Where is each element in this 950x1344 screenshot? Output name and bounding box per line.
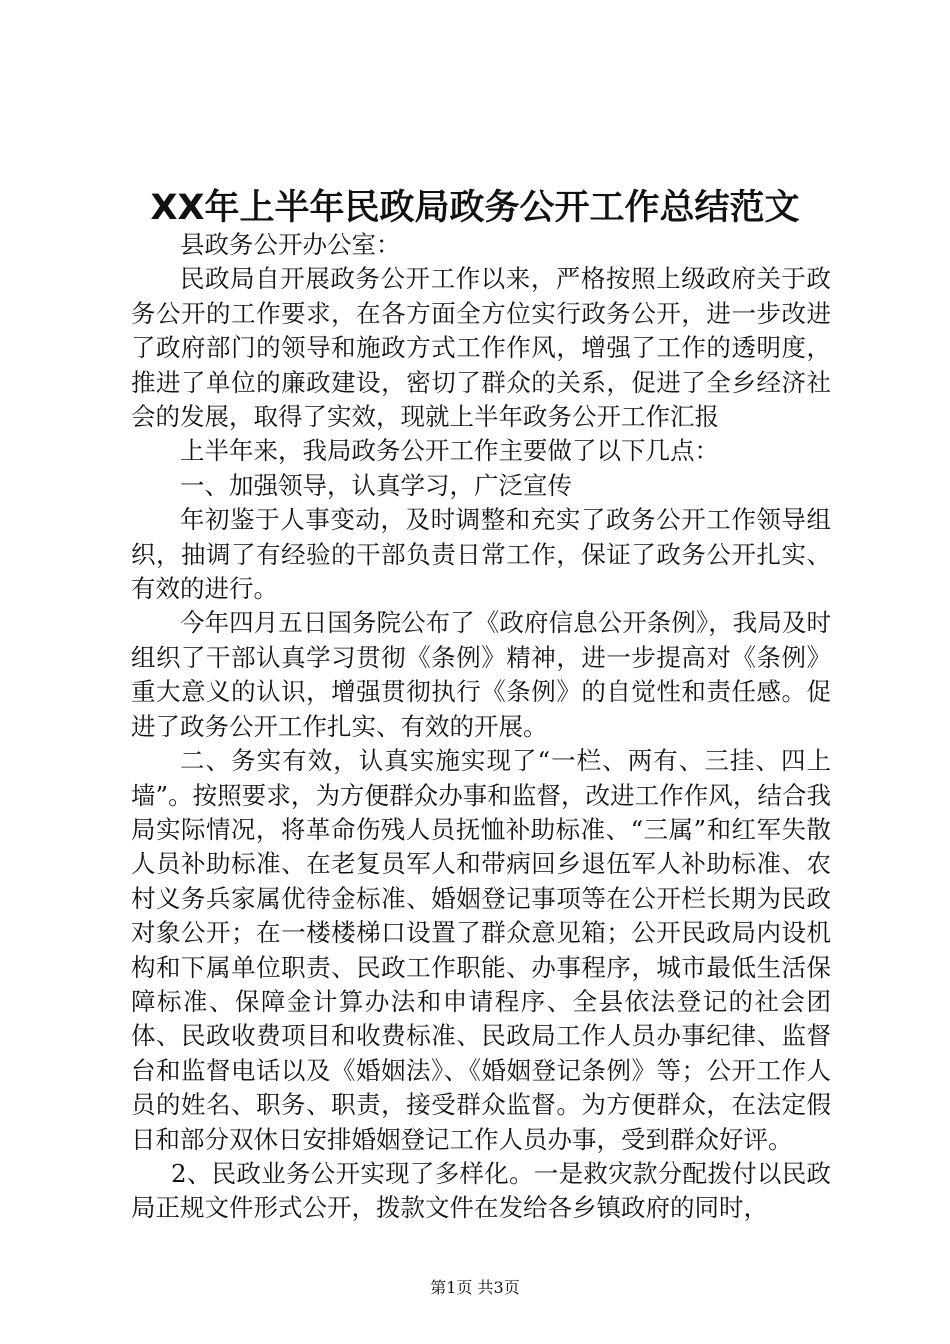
paragraph: 上半年来，我局政务公开工作主要做了以下几点： bbox=[180, 436, 719, 466]
page-footer: 第1页 共3页 bbox=[430, 1278, 520, 1297]
section-heading: 一、加强领导，认真学习，广泛宣传 bbox=[180, 470, 572, 500]
paragraph: 民政局自开展政务公开工作以来，严格按照上级政府关于政务公开的工作要求，在各方面全方位实行政务公开，进一步改进了政府部门的领导和施政方式工作作风，增强了工作的透明度，推进了单位的廉政建设，密切了群众的关系，促进了全乡经济社会的发展，取得了实效，现就上半年政务公开工作汇报 bbox=[131, 264, 831, 432]
document-body bbox=[131, 228, 831, 1226]
document-title: XX年上半年民政局政务公开工作总结范文 bbox=[150, 188, 800, 228]
paragraph: 2、民政业务公开实现了多样化。一是救灾款分配拨付以民政局正规文件形式公开，拨款文件在发给各乡镇政府的同时， bbox=[131, 1158, 831, 1223]
paragraph: 年初鉴于人事变动，及时调整和充实了政务公开工作领导组织，抽调了有经验的干部负责日常工作，保证了政务公开扎实、有效的进行。 bbox=[131, 505, 831, 604]
paragraph: 二、务实有效，认真实施实现了“一栏、两有、三挂、四上墙”。按照要求，为方便群众办事和监督，改进工作作风，结合我局实际情况，将革命伤残人员抚恤补助标准、“三属”和红军失散人员补助标准、在老复员军人和带病回乡退伍军人补助标准、农村义务兵家属优待金标准、婚姻登记事项等在公开栏长期为民政对象公开；在一楼楼梯口设置了群众意见箱；公开民政局内设机构和下属单位职责、民政工作职能、办事程序，城市最低生活保障标准、保障金计算办法和申请程序、全县依法登记的社会团体、民政收费项目和收费标准、民政局工作人员办事纪律、监督台和监督电话以及《婚姻法》、《婚姻登记条例》等；公开工作人员的姓名、职务、职责，接受群众监督。为方便群众，在法定假日和部分双休日安排婚姻登记工作人员办事，受到群众好评。 bbox=[131, 746, 831, 1154]
paragraph: 今年四月五日国务院公布了《政府信息公开条例》，我局及时组织了干部认真学习贯彻《条例》精神，进一步提高对《条例》重大意义的认识，增强贯彻执行《条例》的自觉性和责任感。促进了政务公开工作扎实、有效的开展。 bbox=[131, 608, 831, 741]
salutation: 县政务公开办公室： bbox=[180, 230, 401, 259]
